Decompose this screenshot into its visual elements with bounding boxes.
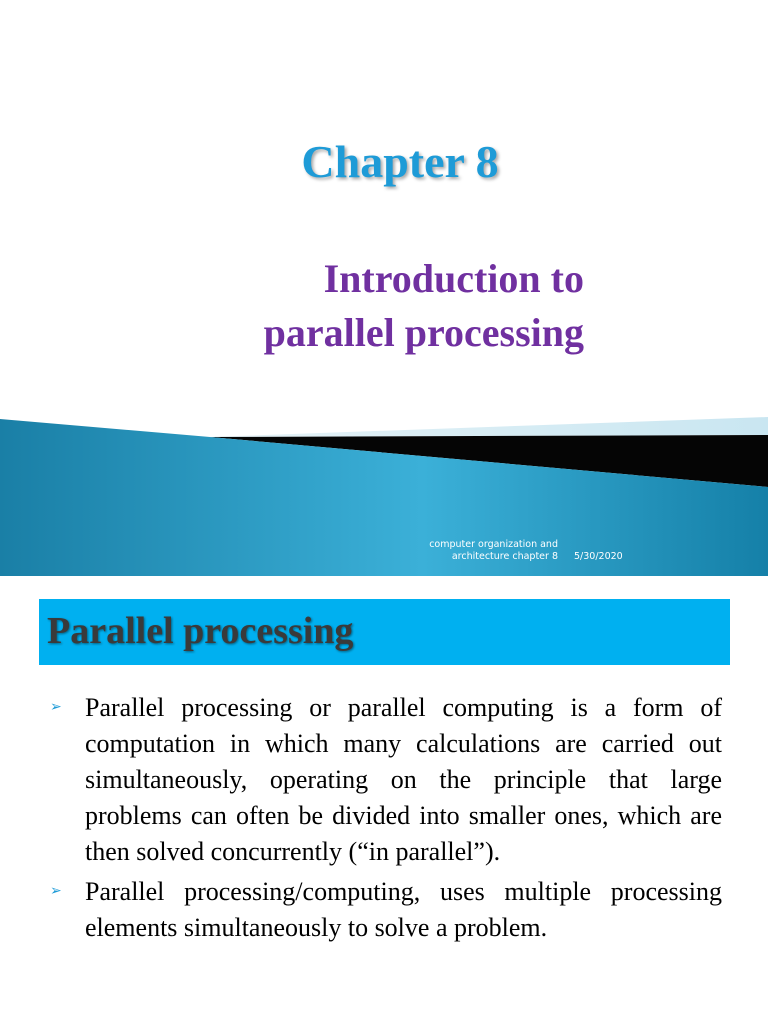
slide-subtitle [264,252,584,360]
bullet-text: Parallel processing or parallel computing is a form of computation in which many calculations are carried out simultaneously, operating on the principle that large problems can often be divided into smaller ones, which are then solved concurrently (“in parallel”). [85,693,722,866]
subtitle-line: parallel processing [263,310,584,355]
footer-date: 5/30/2020 [574,551,623,562]
arrow-bullet-icon: ➢ [50,883,62,899]
slide-title: Chapter 8 [301,136,499,187]
subtitle-line: Introduction to [323,256,584,301]
bullet-list [46,690,722,950]
footer-line: computer organization and [429,539,558,550]
footer-line: architecture chapter 8 [451,551,558,562]
decorative-band [0,405,768,576]
slide-heading: Parallel processing [47,610,354,652]
band-highlight [180,417,768,438]
bullet-text: Parallel processing/computing, uses multiple processing elements simultaneously to solve a problem. [85,877,722,942]
footer-course [400,539,558,563]
content-slide [0,576,768,1024]
arrow-bullet-icon: ➢ [50,699,62,715]
list-item [46,690,722,870]
header-bar [39,599,730,665]
list-item [46,874,722,946]
